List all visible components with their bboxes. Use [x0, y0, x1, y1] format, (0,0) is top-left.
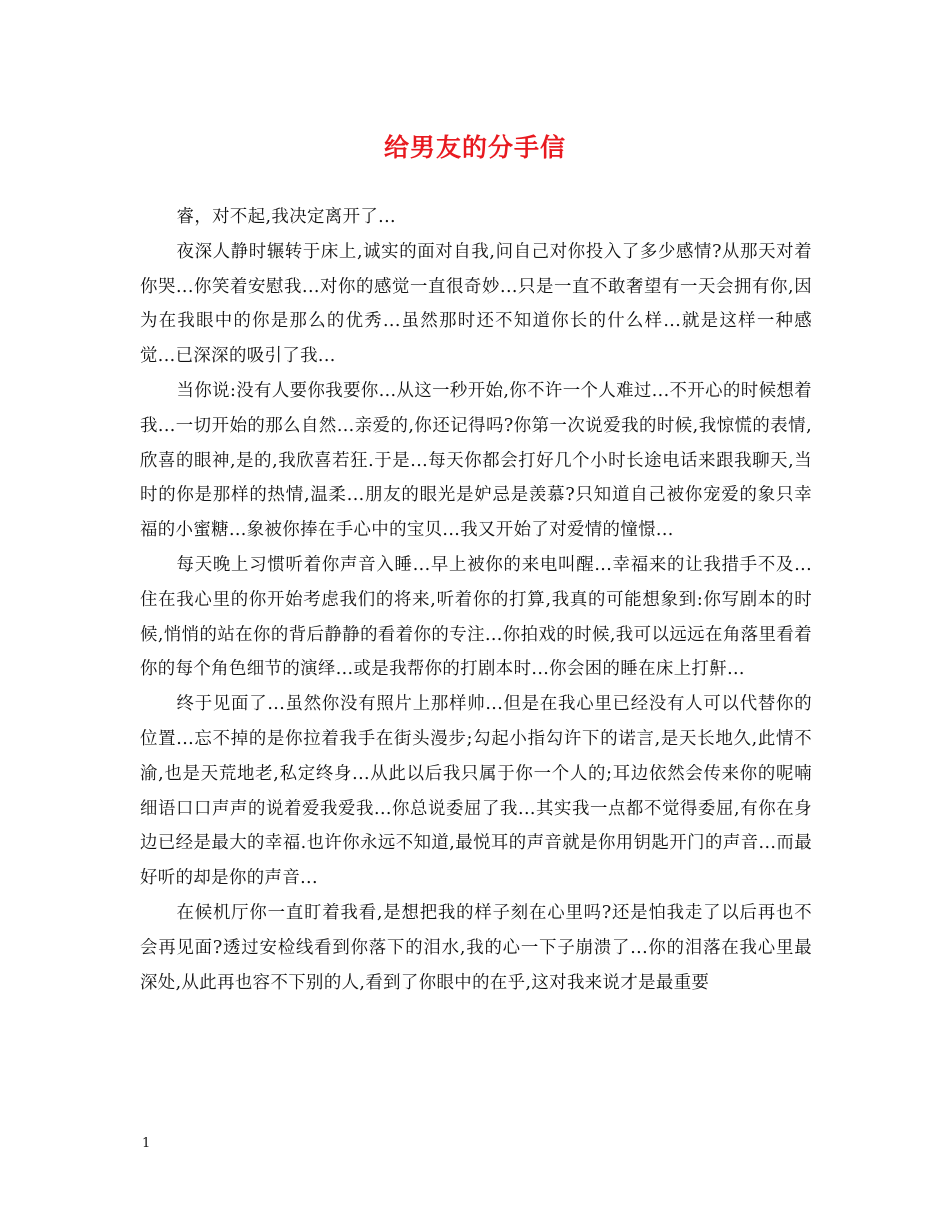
paragraph: 睿，对不起,我决定离开了...	[176, 207, 396, 227]
paragraph: 夜深人静时辗转于床上,诚实的面对自我,问自己对你投入了多少感情?从那天对着你哭...你笑着安慰我...对你的感觉一直很奇妙...只是一直不敢奢望有一天会拥有你,因为在我眼中的你是那么的优秀...虽然那时还不知道你长的什么样...就是这样一种感觉...已深深的吸引了我...	[140, 241, 812, 367]
paragraph: 终于见面了...虽然你没有照片上那样帅...但是在我心里已经没有人可以代替你的位置...忘不掉的是你拉着我手在街头漫步;勾起小指勾许下的诺言,是天长地久,此情不渝,也是天荒地老,私定终身...从此以后我只属于你一个人的;耳边依然会传来你的呢喃细语口口声声的说着爱我爱我...你总说委屈了我...其实我一点都不觉得委屈,有你在身边已经是最大的幸福.也许你永远不知道,最悦耳的声音就是你用钥匙开门的声音...而最好听的却是你的声音...	[140, 694, 812, 889]
page-number: 1	[142, 1136, 151, 1151]
document-body	[140, 200, 812, 1000]
paragraph: 在候机厅你一直盯着我看,是想把我的样子刻在心里吗?还是怕我走了以后再也不会再见面?透过安检线看到你落下的泪水,我的心一下子崩溃了...你的泪落在我心里最深处,从此再也容不下别的人,看到了你眼中的在乎,这对我来说才是最重要	[140, 902, 812, 993]
document-title: 给男友的分手信	[383, 133, 566, 162]
paragraph: 每天晚上习惯听着你声音入睡...早上被你的来电叫醒...幸福来的让我措手不及...住在我心里的你开始考虑我们的将来,听着你的打算,我真的可能想象到:你写剧本的时候,悄悄的站在你的背后静静的看着你的专注...你拍戏的时候,我可以远远在角落里看着你的每个角色细节的演绎...或是我帮你的打剧本时...你会困的睡在床上打鼾...	[140, 554, 812, 680]
paragraph: 当你说:没有人要你我要你...从这一秒开始,你不许一个人难过...不开心的时候想着我...一切开始的那么自然...亲爱的,你还记得吗?你第一次说爱我的时候,我惊慌的表情,欣喜的眼神,是的,我欣喜若狂.于是...每天你都会打好几个小时长途电话来跟我聊天,当时的你是那样的热情,温柔...朋友的眼光是妒忌是羡慕?只知道自己被你宠爱的象只幸福的小蜜糖...象被你捧在手心中的宝贝...我又开始了对爱情的憧憬...	[140, 380, 812, 541]
